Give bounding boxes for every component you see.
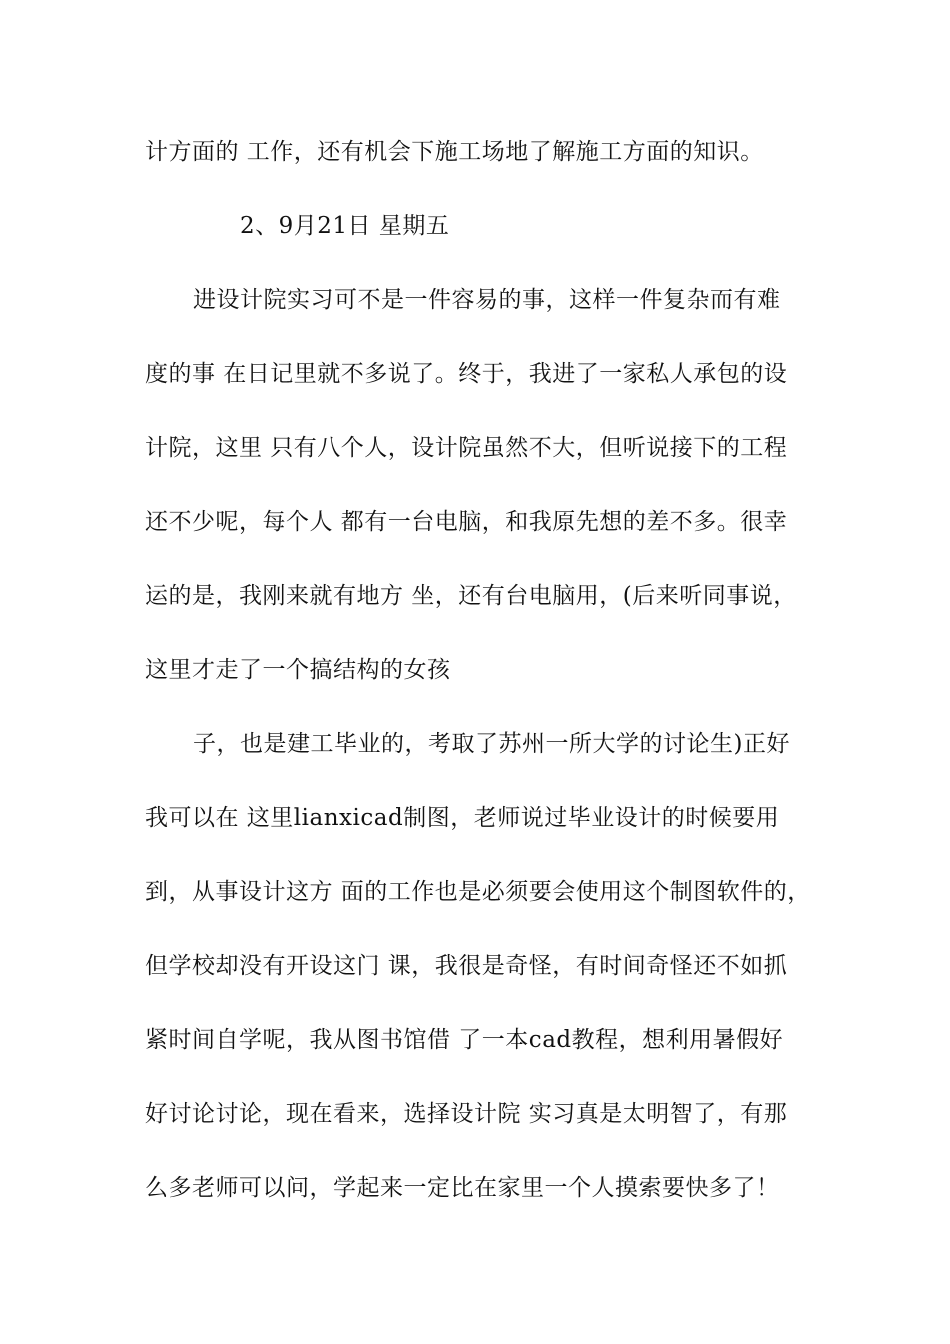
paragraph-line: 这里才走了一个搞结构的女孩 — [145, 657, 451, 683]
diary-entry-heading: 2、9月21日 星期五 — [240, 213, 450, 239]
paragraph-line: 好讨论讨论，现在看来，选择设计院 实习真是太明智了，有那 — [145, 1101, 788, 1127]
paragraph-line: 进设计院实习可不是一件容易的事，这样一件复杂而有难 — [193, 287, 781, 313]
paragraph-line: 运的是，我刚来就有地方 坐，还有台电脑用，(后来听同事说， — [145, 583, 797, 609]
paragraph-line: 紧时间自学呢，我从图书馆借 了一本cad教程，想利用暑假好 — [145, 1027, 784, 1053]
paragraph-line: 么多老师可以问，学起来一定比在家里一个人摸索要快多了！ — [145, 1175, 780, 1201]
paragraph-line: 但学校却没有开设这门 课，我很是奇怪，有时间奇怪还不如抓 — [145, 953, 788, 979]
paragraph-line: 度的事 在日记里就不多说了。终于，我进了一家私人承包的设 — [145, 361, 788, 387]
paragraph-line: 计院，这里 只有八个人，设计院虽然不大，但听说接下的工程 — [145, 435, 788, 461]
paragraph-line: 计方面的 工作，还有机会下施工场地了解施工方面的知识。 — [145, 139, 764, 165]
paragraph-line: 子，也是建工毕业的，考取了苏州一所大学的讨论生)正好 — [193, 731, 790, 757]
paragraph-line: 还不少呢，每个人 都有一台电脑，和我原先想的差不多。很幸 — [145, 509, 788, 535]
paragraph-line: 我可以在 这里lianxicad制图，老师说过毕业设计的时候要用 — [145, 805, 780, 831]
paragraph-line: 到，从事设计这方 面的工作也是必须要会使用这个制图软件的， — [145, 879, 811, 905]
